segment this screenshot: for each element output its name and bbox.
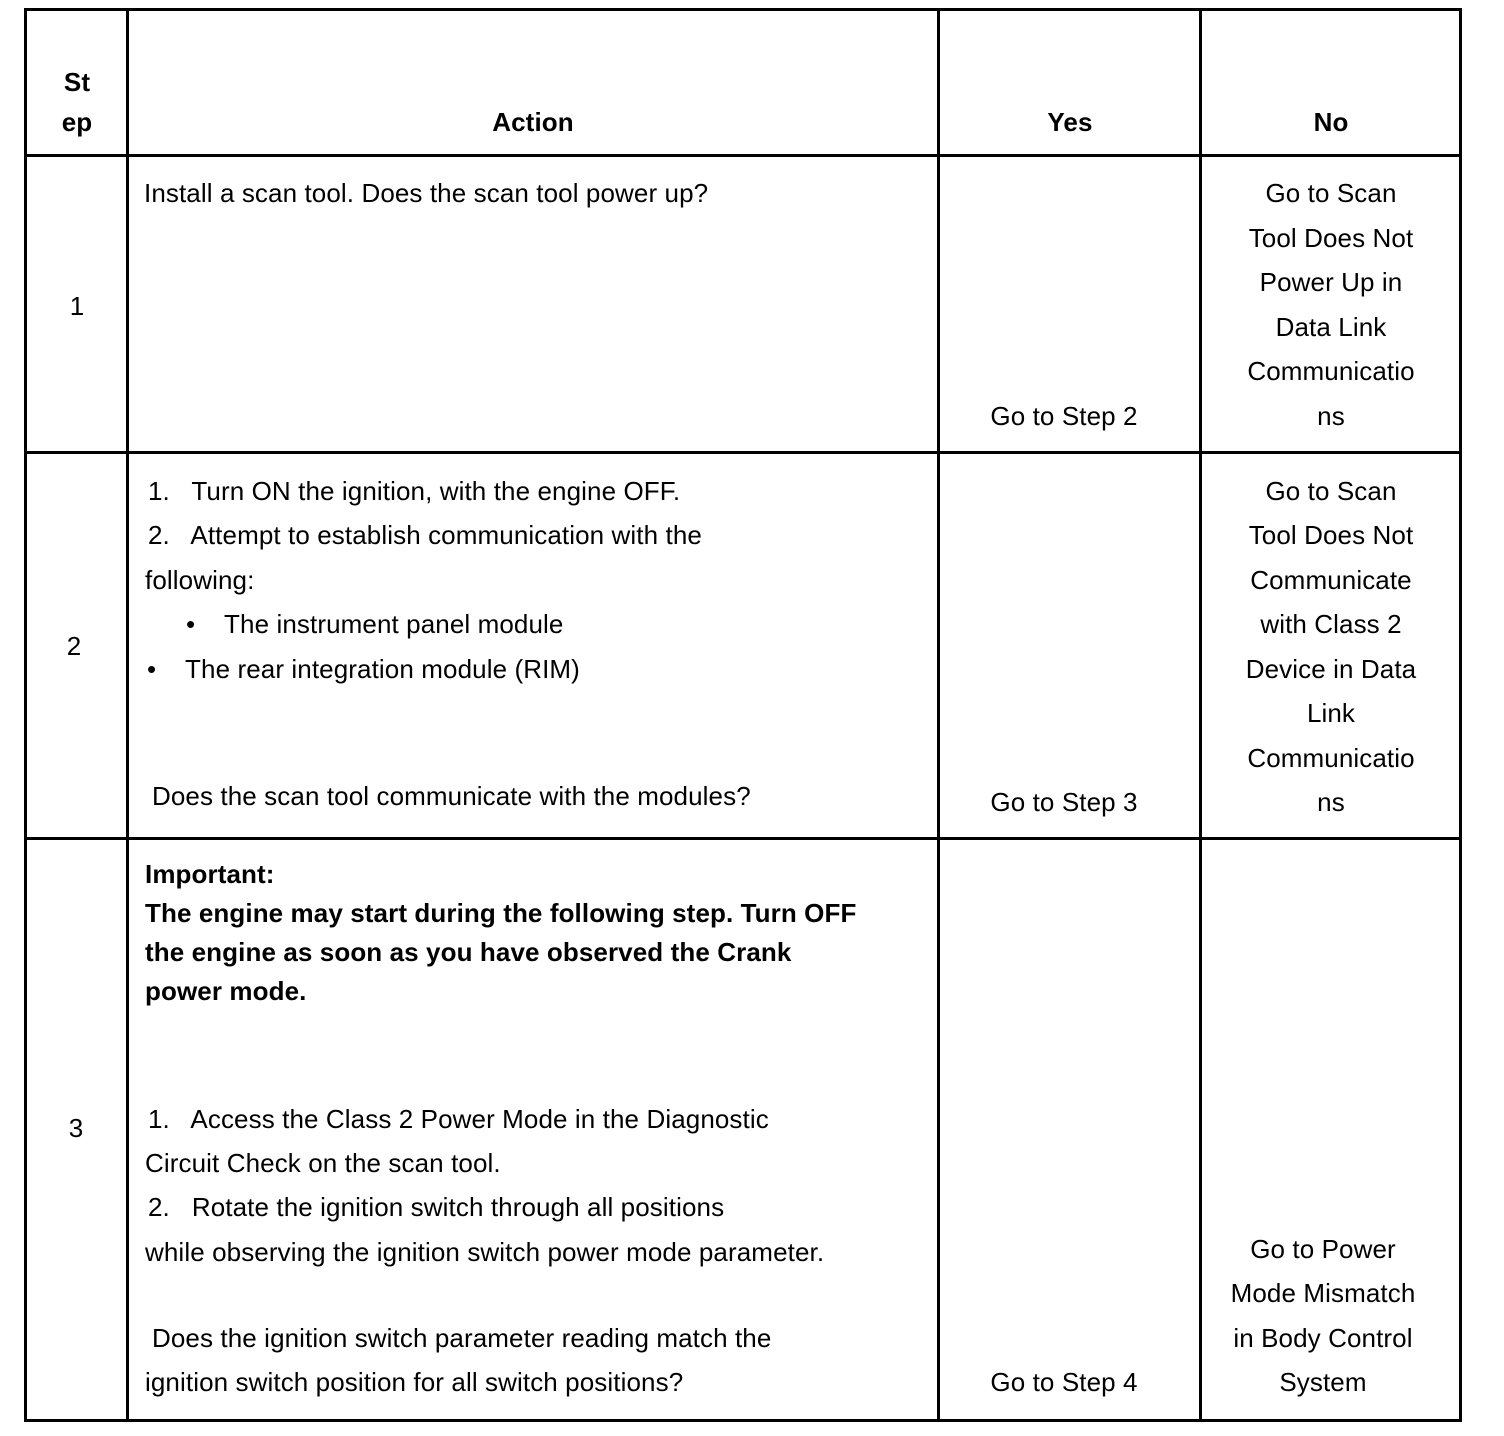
row2-no-line1: Go to Scan (1265, 476, 1397, 506)
row3-action-item1-line2: Circuit Check on the scan tool. (145, 1148, 501, 1178)
row1-no-line5: Communicatio (1247, 356, 1415, 386)
column-divider-step (126, 8, 129, 1422)
row2-action-bullet1: • The instrument panel module (186, 609, 564, 639)
row3-important-line3: power mode. (145, 976, 307, 1006)
row2-no-line2: Tool Does Not (1248, 520, 1414, 550)
row2-action-bullet2: • The rear integration module (RIM) (147, 654, 580, 684)
table-border-bottom (24, 1419, 1462, 1422)
row1-no-line1: Go to Scan (1265, 178, 1397, 208)
table-border-top (24, 8, 1462, 11)
column-divider-action (937, 8, 940, 1422)
header-action: Action (492, 107, 574, 137)
row3-important-line2: the engine as soon as you have observed the Crank (145, 937, 792, 967)
row2-no-line4: with Class 2 (1260, 609, 1402, 639)
row2-action-item1: 1. Turn ON the ignition, with the engine OFF. (148, 476, 681, 506)
row3-no-line2: Mode Mismatch (1230, 1278, 1416, 1308)
row3-action-item1-line1: 1. Access the Class 2 Power Mode in the Diagnostic (148, 1104, 769, 1134)
row2-action-item2-line2: following: (145, 565, 255, 595)
row-divider-1 (24, 451, 1462, 454)
row1-no-line2: Tool Does Not (1248, 223, 1414, 253)
row1-yes: Go to Step 2 (990, 401, 1138, 431)
row1-no-line4: Data Link (1275, 312, 1387, 342)
row1-action-text: Install a scan tool. Does the scan tool power up? (144, 178, 709, 208)
row1-step: 1 (69, 291, 85, 321)
row2-no-line3: Communicate (1250, 565, 1412, 595)
row2-yes: Go to Step 3 (990, 787, 1138, 817)
row2-no-line7: Communicatio (1247, 743, 1415, 773)
row-divider-2 (24, 837, 1462, 840)
row3-yes: Go to Step 4 (990, 1367, 1138, 1397)
row3-action-item2-line2: while observing the ignition switch power mode parameter. (145, 1237, 825, 1267)
row3-action-question-line1: Does the ignition switch parameter reading match the (152, 1323, 772, 1353)
header-no: No (1313, 107, 1349, 137)
row3-important-label: Important: (145, 859, 275, 889)
row2-step: 2 (66, 631, 82, 661)
row3-no-line3: in Body Control (1233, 1323, 1413, 1353)
header-step-line1: St (63, 67, 91, 97)
diagnostic-table (24, 8, 1462, 1422)
header-step-line2: ep (61, 107, 93, 137)
row1-no-line6: ns (1317, 401, 1345, 431)
header-divider (24, 154, 1462, 157)
row2-no-line8: ns (1317, 787, 1345, 817)
row3-no-line4: System (1279, 1367, 1367, 1397)
row3-important-line1: The engine may start during the following step. Turn OFF (145, 898, 857, 928)
row3-step: 3 (68, 1113, 84, 1143)
row2-no-line5: Device in Data (1245, 654, 1417, 684)
row3-action-item2-line1: 2. Rotate the ignition switch through all positions (148, 1192, 725, 1222)
row2-action-item2-line1: 2. Attempt to establish communication with the (148, 520, 702, 550)
row2-no-line6: Link (1306, 698, 1356, 728)
table-border-left (24, 8, 27, 1422)
header-yes: Yes (1047, 107, 1093, 137)
row3-action-question-line2: ignition switch position for all switch positions? (145, 1367, 684, 1397)
row2-action-question: Does the scan tool communicate with the modules? (152, 781, 751, 811)
row1-no-line3: Power Up in (1259, 267, 1403, 297)
row3-no-line1: Go to Power (1250, 1234, 1396, 1264)
